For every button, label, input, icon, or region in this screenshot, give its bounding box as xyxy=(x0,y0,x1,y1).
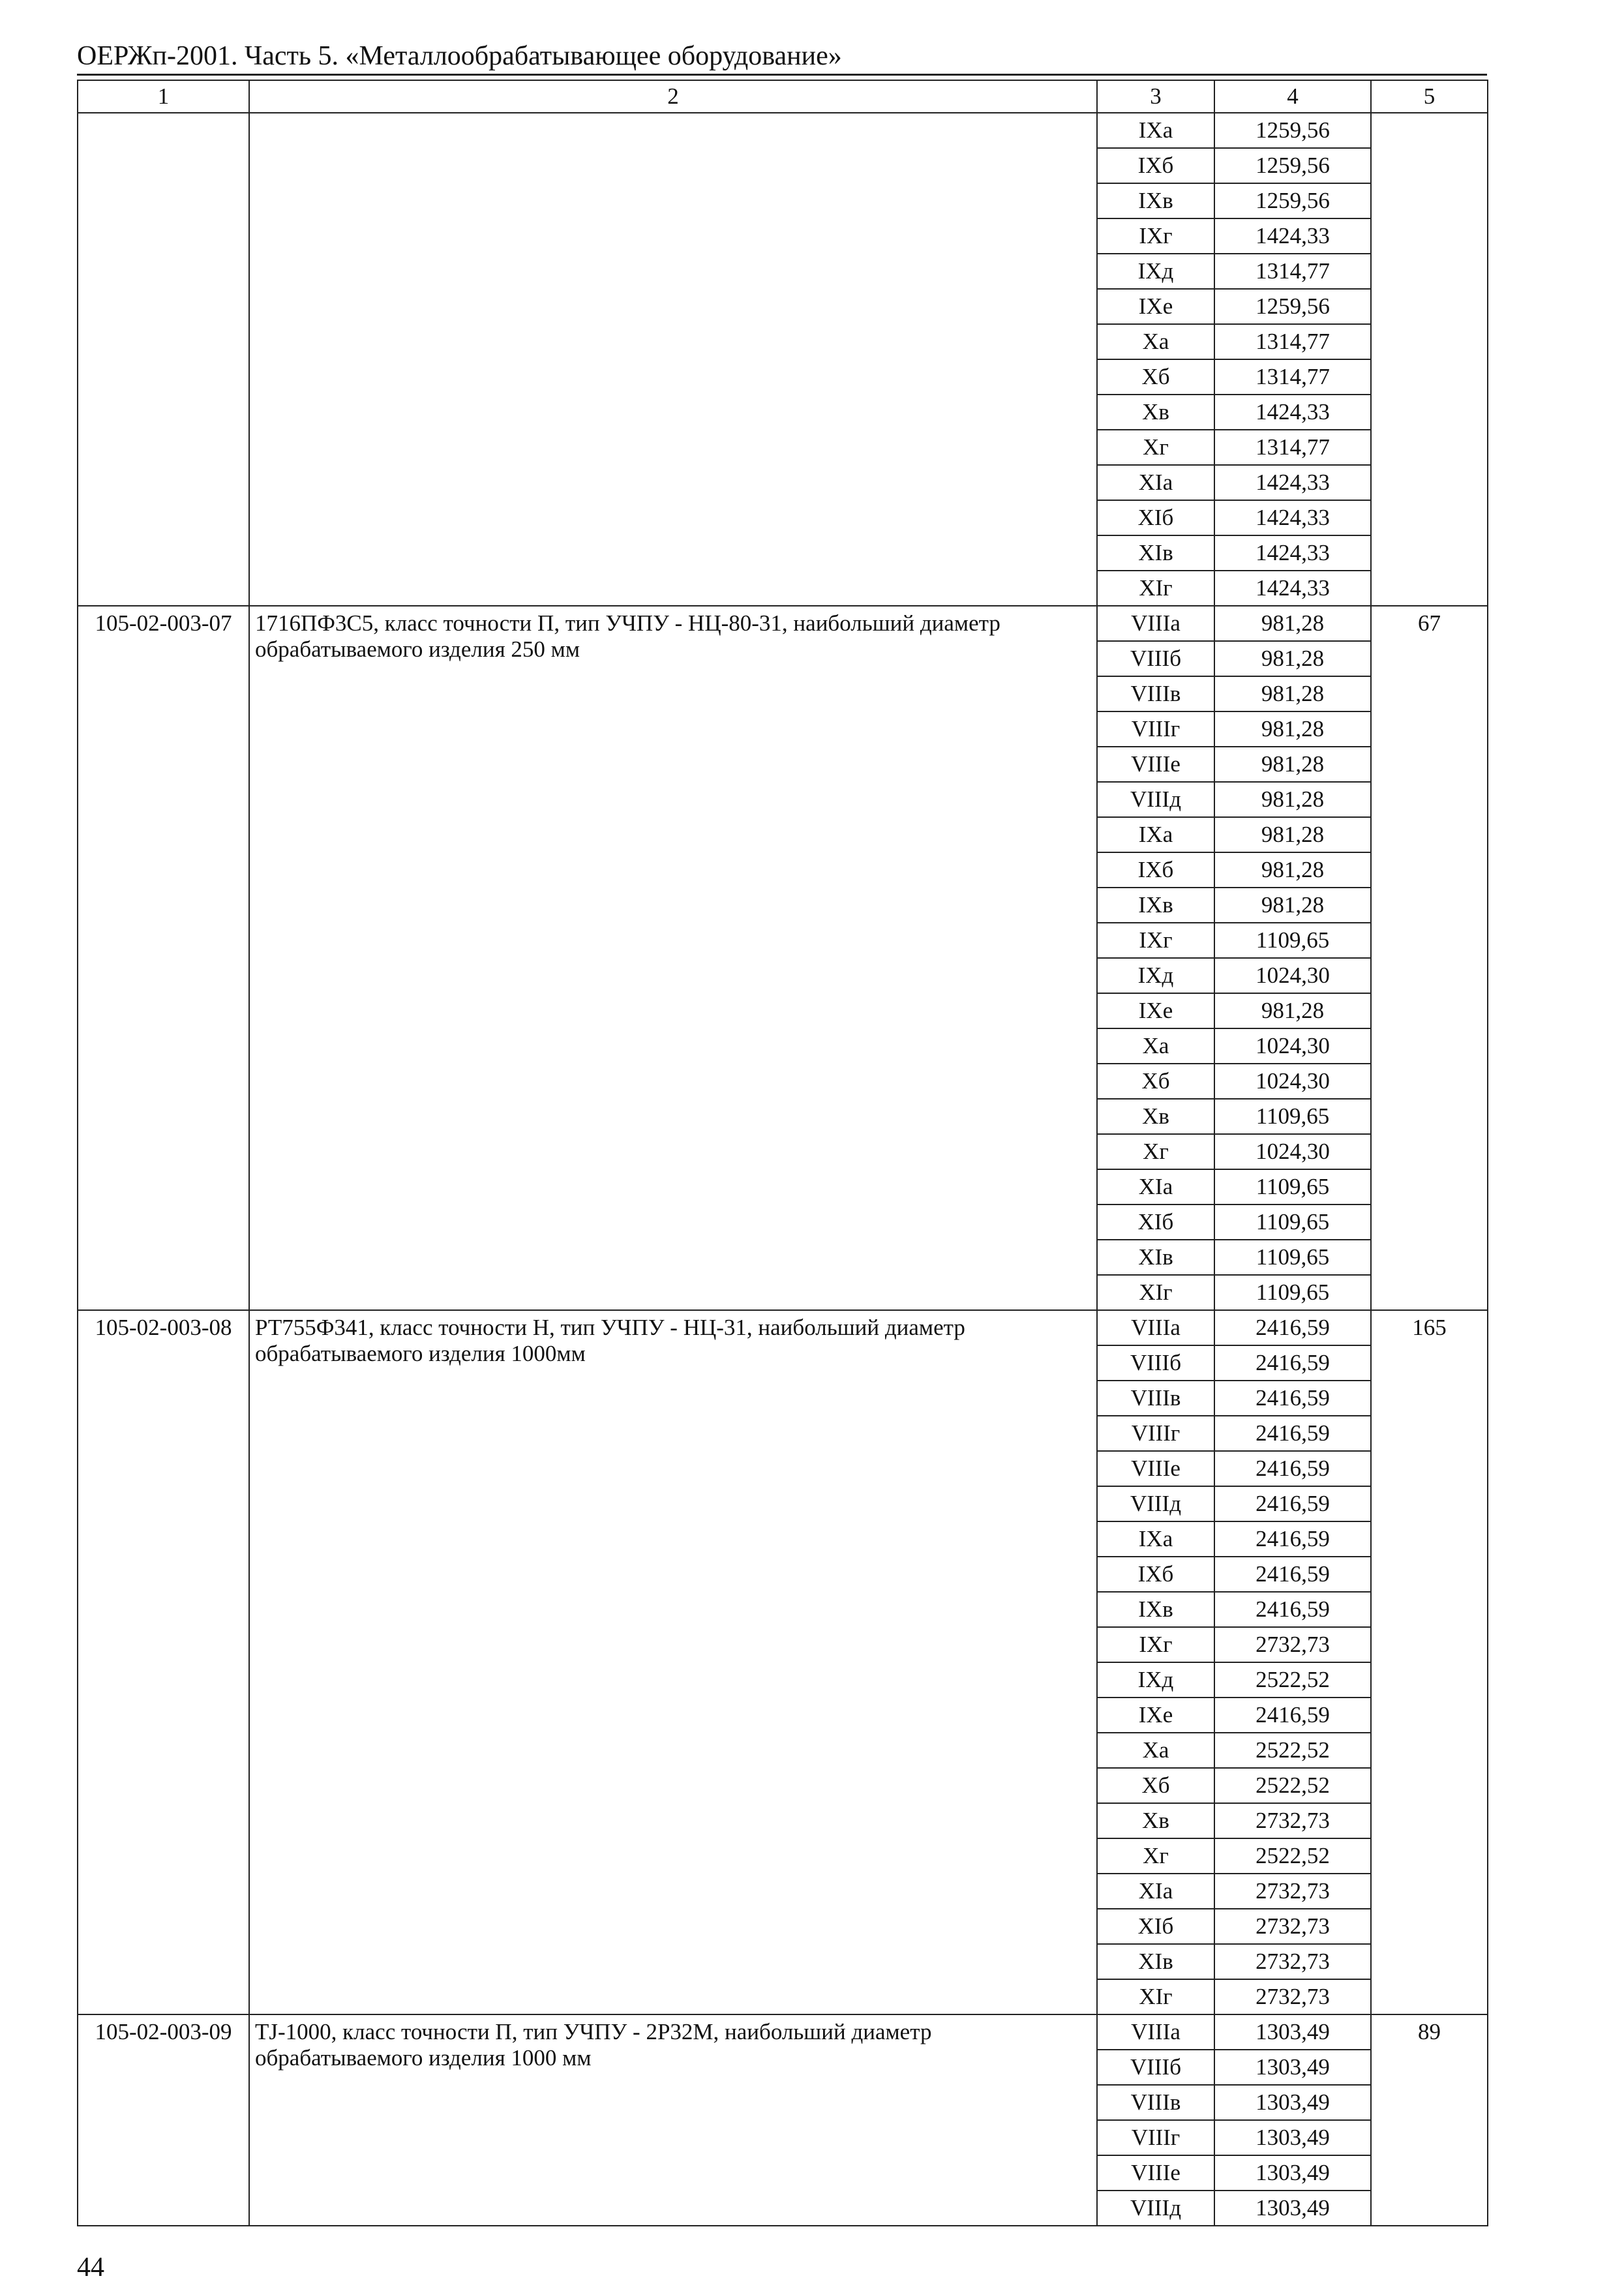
category-cell: VIIIв xyxy=(1097,1381,1214,1416)
price-cell: 981,28 xyxy=(1214,641,1371,676)
price-cell: 1303,49 xyxy=(1214,2120,1371,2155)
category-cell: XIв xyxy=(1097,1240,1214,1275)
category-cell: IXв xyxy=(1097,1592,1214,1627)
category-cell: XIг xyxy=(1097,1275,1214,1310)
category-cell: IXв xyxy=(1097,183,1214,218)
price-cell: 2732,73 xyxy=(1214,1874,1371,1909)
category-cell: Xб xyxy=(1097,1768,1214,1803)
category-cell: XIв xyxy=(1097,535,1214,571)
column-header-2: 2 xyxy=(249,80,1097,113)
price-cell: 2522,52 xyxy=(1214,1838,1371,1874)
quantity-cell: 67 xyxy=(1371,606,1488,1310)
price-cell: 981,28 xyxy=(1214,747,1371,782)
page-number: 44 xyxy=(77,2252,104,2282)
item-description-cell xyxy=(249,113,1097,606)
category-cell: IXд xyxy=(1097,254,1214,289)
category-cell: IXа xyxy=(1097,817,1214,852)
category-cell: VIIIа xyxy=(1097,2014,1214,2050)
table-body xyxy=(78,113,1488,2226)
column-header-3: 3 xyxy=(1097,80,1214,113)
item-code-cell xyxy=(78,113,249,606)
price-cell: 1314,77 xyxy=(1214,430,1371,465)
category-cell: IXа xyxy=(1097,1521,1214,1557)
category-cell: XIг xyxy=(1097,1979,1214,2014)
price-cell: 1024,30 xyxy=(1214,1064,1371,1099)
category-cell: VIIIг xyxy=(1097,2120,1214,2155)
price-cell: 1109,65 xyxy=(1214,1169,1371,1204)
category-cell: IXг xyxy=(1097,923,1214,958)
header-divider xyxy=(77,74,1487,76)
price-cell: 2416,59 xyxy=(1214,1592,1371,1627)
category-cell: IXе xyxy=(1097,289,1214,324)
category-cell: XIа xyxy=(1097,1169,1214,1204)
category-cell: Xб xyxy=(1097,1064,1214,1099)
price-cell: 2732,73 xyxy=(1214,1979,1371,2014)
price-cell: 2416,59 xyxy=(1214,1451,1371,1486)
price-cell: 2732,73 xyxy=(1214,1627,1371,1662)
category-cell: VIIIб xyxy=(1097,641,1214,676)
table-row xyxy=(78,606,1488,641)
price-cell: 1424,33 xyxy=(1214,535,1371,571)
category-cell: VIIIа xyxy=(1097,606,1214,641)
price-cell: 1259,56 xyxy=(1214,148,1371,183)
category-cell: XIа xyxy=(1097,465,1214,500)
category-cell: VIIIб xyxy=(1097,1345,1214,1381)
category-cell: Xг xyxy=(1097,1134,1214,1169)
category-cell: VIIIе xyxy=(1097,1451,1214,1486)
table-row xyxy=(78,1310,1488,1345)
price-cell: 2416,59 xyxy=(1214,1310,1371,1345)
price-cell: 1424,33 xyxy=(1214,571,1371,606)
category-cell: XIб xyxy=(1097,1909,1214,1944)
category-cell: VIIIа xyxy=(1097,1310,1214,1345)
price-cell: 2732,73 xyxy=(1214,1909,1371,1944)
item-code-cell: 105-02-003-08 xyxy=(78,1310,249,2014)
category-cell: Xа xyxy=(1097,324,1214,359)
price-cell: 2416,59 xyxy=(1214,1557,1371,1592)
category-cell: VIIIг xyxy=(1097,1416,1214,1451)
category-cell: Xа xyxy=(1097,1733,1214,1768)
category-cell: XIг xyxy=(1097,571,1214,606)
category-cell: IXб xyxy=(1097,1557,1214,1592)
price-cell: 981,28 xyxy=(1214,817,1371,852)
price-cell: 981,28 xyxy=(1214,852,1371,888)
category-cell: VIIIг xyxy=(1097,711,1214,747)
price-cell: 981,28 xyxy=(1214,606,1371,641)
price-cell: 2416,59 xyxy=(1214,1521,1371,1557)
category-cell: VIIIе xyxy=(1097,2155,1214,2191)
price-cell: 1109,65 xyxy=(1214,1204,1371,1240)
category-cell: Xг xyxy=(1097,1838,1214,1874)
price-cell: 1259,56 xyxy=(1214,113,1371,148)
price-cell: 1424,33 xyxy=(1214,465,1371,500)
category-cell: VIIIд xyxy=(1097,2191,1214,2226)
item-code-cell: 105-02-003-09 xyxy=(78,2014,249,2226)
category-cell: IXе xyxy=(1097,1698,1214,1733)
price-cell: 981,28 xyxy=(1214,993,1371,1028)
category-cell: IXе xyxy=(1097,993,1214,1028)
column-header-5: 5 xyxy=(1371,80,1488,113)
price-cell: 2416,59 xyxy=(1214,1381,1371,1416)
rates-table xyxy=(77,80,1488,2226)
price-cell: 981,28 xyxy=(1214,782,1371,817)
price-cell: 1109,65 xyxy=(1214,923,1371,958)
category-cell: XIб xyxy=(1097,500,1214,535)
price-cell: 2522,52 xyxy=(1214,1768,1371,1803)
price-cell: 1259,56 xyxy=(1214,289,1371,324)
category-cell: IXд xyxy=(1097,1662,1214,1698)
price-cell: 1314,77 xyxy=(1214,324,1371,359)
price-cell: 2732,73 xyxy=(1214,1944,1371,1979)
table-header-row xyxy=(78,80,1488,113)
price-cell: 1424,33 xyxy=(1214,395,1371,430)
category-cell: IXд xyxy=(1097,958,1214,993)
table-row xyxy=(78,2014,1488,2050)
price-cell: 2416,59 xyxy=(1214,1345,1371,1381)
column-header-4: 4 xyxy=(1214,80,1371,113)
price-cell: 981,28 xyxy=(1214,711,1371,747)
price-cell: 981,28 xyxy=(1214,676,1371,711)
category-cell: Xв xyxy=(1097,1803,1214,1838)
column-header-1: 1 xyxy=(78,80,249,113)
category-cell: XIа xyxy=(1097,1874,1214,1909)
price-cell: 1314,77 xyxy=(1214,254,1371,289)
price-cell: 1424,33 xyxy=(1214,500,1371,535)
category-cell: VIIIв xyxy=(1097,2085,1214,2120)
category-cell: Xг xyxy=(1097,430,1214,465)
category-cell: VIIIд xyxy=(1097,1486,1214,1521)
quantity-cell xyxy=(1371,113,1488,606)
price-cell: 2416,59 xyxy=(1214,1698,1371,1733)
price-cell: 2416,59 xyxy=(1214,1416,1371,1451)
category-cell: Xв xyxy=(1097,395,1214,430)
page-header-title: ОЕРЖп-2001. Часть 5. «Металлообрабатывающее оборудование» xyxy=(77,41,842,71)
price-cell: 1109,65 xyxy=(1214,1240,1371,1275)
category-cell: XIв xyxy=(1097,1944,1214,1979)
price-cell: 1303,49 xyxy=(1214,2155,1371,2191)
price-cell: 1109,65 xyxy=(1214,1275,1371,1310)
item-description-cell: 1716ПФ3С5, класс точности П, тип УЧПУ - НЦ-80-31, наибольший диаметр обрабатываемого изделия 250 мм xyxy=(249,606,1097,1310)
category-cell: IXг xyxy=(1097,218,1214,254)
item-description-cell: ТJ-1000, класс точности П, тип УЧПУ - 2Р32М, наибольший диаметр обрабатываемого изделия 1000 мм xyxy=(249,2014,1097,2226)
price-cell: 2522,52 xyxy=(1214,1662,1371,1698)
category-cell: VIIIб xyxy=(1097,2050,1214,2085)
price-cell: 1424,33 xyxy=(1214,218,1371,254)
price-cell: 1024,30 xyxy=(1214,1028,1371,1064)
category-cell: IXв xyxy=(1097,888,1214,923)
category-cell: IXб xyxy=(1097,148,1214,183)
price-cell: 1303,49 xyxy=(1214,2014,1371,2050)
price-cell: 1109,65 xyxy=(1214,1099,1371,1134)
category-cell: Xв xyxy=(1097,1099,1214,1134)
category-cell: VIIIд xyxy=(1097,782,1214,817)
category-cell: VIIIе xyxy=(1097,747,1214,782)
price-cell: 1259,56 xyxy=(1214,183,1371,218)
price-cell: 1303,49 xyxy=(1214,2085,1371,2120)
category-cell: Xа xyxy=(1097,1028,1214,1064)
quantity-cell: 89 xyxy=(1371,2014,1488,2226)
price-cell: 2522,52 xyxy=(1214,1733,1371,1768)
price-cell: 1303,49 xyxy=(1214,2191,1371,2226)
price-cell: 1303,49 xyxy=(1214,2050,1371,2085)
category-cell: Xб xyxy=(1097,359,1214,395)
price-cell: 1024,30 xyxy=(1214,1134,1371,1169)
category-cell: IXг xyxy=(1097,1627,1214,1662)
item-description-cell: РТ755Ф341, класс точности Н, тип УЧПУ - НЦ-31, наибольший диаметр обрабатываемого изделия 1000мм xyxy=(249,1310,1097,2014)
category-cell: VIIIв xyxy=(1097,676,1214,711)
price-cell: 2416,59 xyxy=(1214,1486,1371,1521)
table-row xyxy=(78,113,1488,148)
price-cell: 1024,30 xyxy=(1214,958,1371,993)
quantity-cell: 165 xyxy=(1371,1310,1488,2014)
category-cell: IXа xyxy=(1097,113,1214,148)
price-cell: 2732,73 xyxy=(1214,1803,1371,1838)
item-code-cell: 105-02-003-07 xyxy=(78,606,249,1310)
category-cell: IXб xyxy=(1097,852,1214,888)
category-cell: XIб xyxy=(1097,1204,1214,1240)
price-cell: 1314,77 xyxy=(1214,359,1371,395)
price-cell: 981,28 xyxy=(1214,888,1371,923)
